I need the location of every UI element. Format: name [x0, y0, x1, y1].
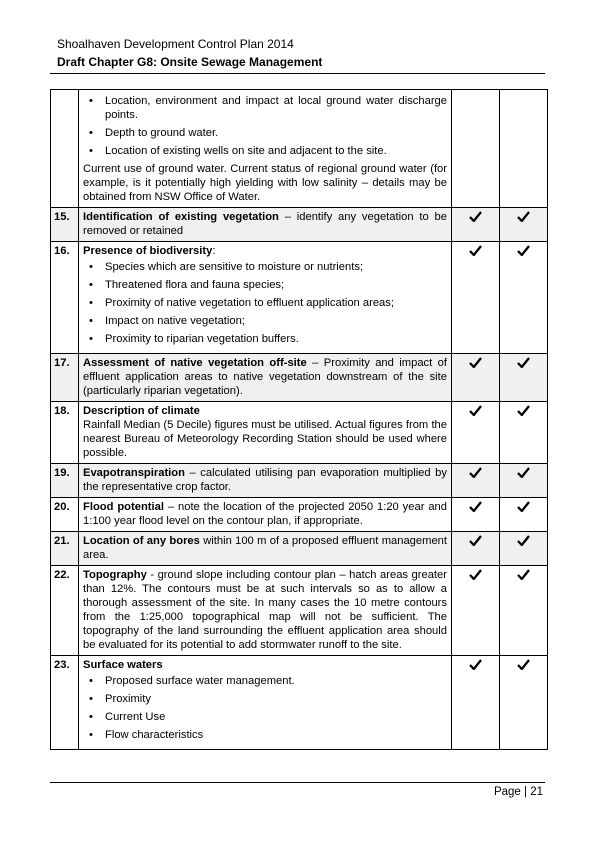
bullet-item: • Proximity of native vegetation to effluent application areas; [83, 296, 447, 310]
item-description [79, 354, 452, 402]
item-title: Presence of biodiversity [83, 245, 213, 257]
checkmark-icon [469, 569, 482, 580]
bullet-item: • Threatened flora and fauna species; [83, 278, 447, 292]
item-text: – identify any vegetation to be removed or retained [83, 211, 447, 237]
checkmark-icon [517, 245, 530, 256]
item-number: 23. [51, 656, 79, 750]
item-paragraph: Rainfall Median (5 Decile) figures must be utilised. Actual figures from the nearest Bureau of Meteorology Recording Station should be used where possible. [83, 419, 447, 459]
table-row [51, 354, 548, 402]
header-divider [50, 73, 545, 74]
checkmark-icon [469, 211, 482, 222]
check-column-2 [500, 354, 548, 402]
check-column-1 [452, 532, 500, 566]
check-column-1 [452, 498, 500, 532]
item-description [79, 242, 452, 354]
item-text: - ground slope including contour plan – hatch areas greater than 12%. The contours must be at such intervals so as to allow a thorough assessment of the site. In many cases the 10 metre contours from the 1:25,000 topographical map will not be sufficient. The topography of the land surrounding the effluent application area should be evaluated for its potential to add stormwater runoff to the site. [83, 569, 447, 651]
item-number: 20. [51, 498, 79, 532]
requirements-table [50, 89, 548, 750]
item-text: within 100 m of a proposed effluent management area. [83, 535, 447, 561]
item-text: : [212, 245, 216, 257]
table-row [51, 242, 548, 354]
item-number: 16. [51, 242, 79, 354]
checkmark-icon [517, 569, 530, 580]
item-description [79, 90, 452, 208]
check-column-1 [452, 566, 500, 656]
checkmark-icon [517, 467, 530, 478]
check-column-1 [452, 208, 500, 242]
bullet-item: • Proposed surface water management. [83, 674, 447, 688]
table-row [51, 566, 548, 656]
checkmark-icon [517, 405, 530, 416]
table-row [51, 90, 548, 208]
item-text: – calculated utilising pan evaporation multiplied by the representative crop factor. [83, 467, 447, 493]
item-text: – Proximity and impact of effluent application areas to native vegetation downstream of the site (particularly riparian vegetation). [83, 357, 447, 397]
table-row [51, 498, 548, 532]
item-description [79, 532, 452, 566]
bullet-item: • Location of existing wells on site and adjacent to the site. [83, 144, 447, 158]
item-number: 21. [51, 532, 79, 566]
item-number: 17. [51, 354, 79, 402]
item-description [79, 498, 452, 532]
check-column-2 [500, 498, 548, 532]
checkmark-icon [469, 357, 482, 368]
checkmark-icon [469, 501, 482, 512]
check-column-1 [452, 464, 500, 498]
check-column-2 [500, 90, 548, 208]
chapter-title: Draft Chapter G8: Onsite Sewage Management [57, 55, 323, 69]
checkmark-icon [517, 357, 530, 368]
checkmark-icon [469, 405, 482, 416]
requirements-table-body [51, 90, 548, 750]
bullet-item: • Impact on native vegetation; [83, 314, 447, 328]
bullet-item: • Proximity [83, 692, 447, 706]
item-description [79, 208, 452, 242]
item-title: Assessment of native vegetation off-site [83, 357, 307, 369]
checkmark-icon [517, 211, 530, 222]
item-number: 22. [51, 566, 79, 656]
item-number: 19. [51, 464, 79, 498]
item-number: 18. [51, 402, 79, 464]
item-text: – note the location of the projected 2050 1:20 year and 1:100 year flood level on the contour plan, if appropriate. [83, 501, 448, 527]
item-description [79, 656, 452, 750]
check-column-1 [452, 656, 500, 750]
document-title: Shoalhaven Development Control Plan 2014 [57, 37, 294, 51]
check-column-2 [500, 402, 548, 464]
bullet-item: • Location, environment and impact at local ground water discharge points. [83, 94, 447, 122]
check-column-1 [452, 242, 500, 354]
item-title: Evapotranspiration [83, 467, 185, 479]
bullet-list [83, 674, 447, 742]
bullet-item: • Current Use [83, 710, 447, 724]
bullet-item: • Proximity to riparian vegetation buffers. [83, 332, 447, 346]
bullet-list [83, 94, 447, 158]
checkmark-icon [517, 535, 530, 546]
footer-divider [50, 782, 545, 783]
check-column-2 [500, 532, 548, 566]
item-title: Location of any bores [83, 535, 200, 547]
check-column-1 [452, 402, 500, 464]
checkmark-icon [469, 467, 482, 478]
check-column-2 [500, 208, 548, 242]
check-column-1 [452, 90, 500, 208]
item-title: Description of climate [83, 405, 200, 417]
check-column-2 [500, 242, 548, 354]
item-title: Surface waters [83, 659, 163, 671]
check-column-1 [452, 354, 500, 402]
bullet-list [83, 260, 447, 346]
bullet-item: • Species which are sensitive to moisture or nutrients; [83, 260, 447, 274]
checkmark-icon [469, 659, 482, 670]
item-number [51, 90, 79, 208]
item-number: 15. [51, 208, 79, 242]
table-row [51, 464, 548, 498]
checkmark-icon [469, 245, 482, 256]
item-description [79, 464, 452, 498]
page-number: Page | 21 [493, 786, 543, 798]
checkmark-icon [517, 659, 530, 670]
item-title: Topography [83, 569, 147, 581]
check-column-2 [500, 464, 548, 498]
table-row [51, 208, 548, 242]
item-description [79, 566, 452, 656]
item-title: Flood potential [83, 501, 164, 513]
checkmark-icon [469, 535, 482, 546]
bullet-item: • Depth to ground water. [83, 126, 447, 140]
table-row [51, 656, 548, 750]
checkmark-icon [517, 501, 530, 512]
check-column-2 [500, 656, 548, 750]
bullet-item: • Flow characteristics [83, 728, 447, 742]
item-title: Identification of existing vegetation [83, 211, 279, 223]
table-row [51, 402, 548, 464]
item-description [79, 402, 452, 464]
table-row [51, 532, 548, 566]
item-text: Current use of ground water. Current status of regional ground water (for example, is it potentially high yielding with low salinity – details may be obtained from NSW Office of Water. [83, 163, 447, 203]
check-column-2 [500, 566, 548, 656]
